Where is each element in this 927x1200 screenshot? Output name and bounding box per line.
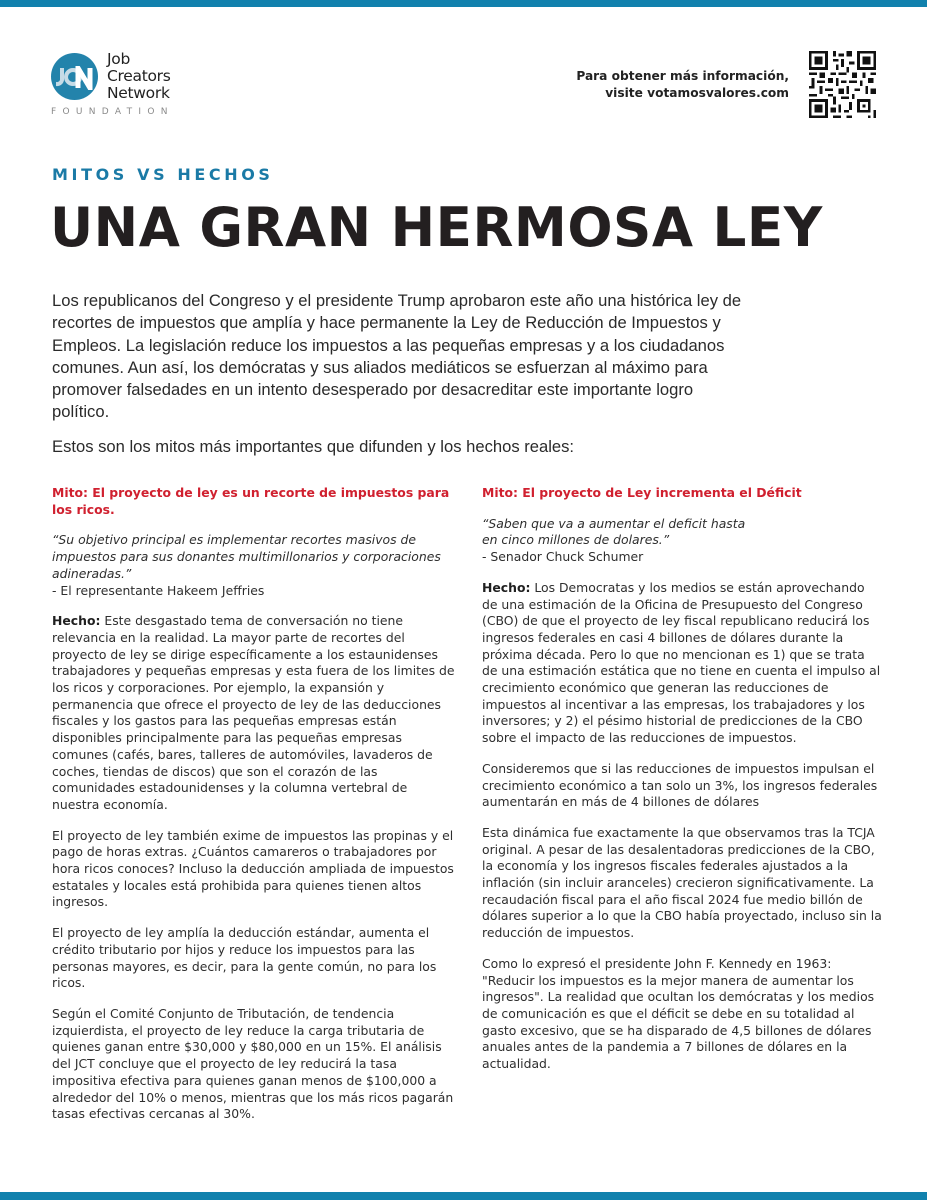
body-paragraph: Según el Comité Conjunto de Tributación, de tendencia izquierdista, el proyecto de ley reduce la carga tributaria de quienes ganan entre $30,000 y $80,000 en un 15%. El análisis del JCT concluye que el proyecto de ley reducirá la tasa impositiva efectiva para quienes ganan menos de $100,000 a alrededor del 10% o menos, mientras que los más ricos pagarán tasas efectivas cercanas al 30%. [52, 1005, 454, 1122]
fact-paragraph [52, 613, 457, 813]
fact-label: Hecho: [52, 613, 101, 629]
fact-label: Hecho: [482, 579, 531, 595]
fact-text: Este desgastado tema de conversación no tiene relevancia en la realidad. La mayor parte de recortes del proyecto de ley se dirige específicamente a los estaunidenses trabajadores y pequeñas empresas y esta fuera de los limites de los ricos y corporaciones. Por ejemplo, la expansión y permanencia que ofrece el proyecto de ley de las deducciones fiscales y los gastos para las pequeñas empresas están disponibles principalmente para las pequeñas empresas comunes (cafés, bares, talleres de automóviles, lavaderos de coches, tiendas de discos) que son el corazón de las comunidades estadounidenses y la columna vertebral de nuestra economía. [52, 613, 455, 812]
logo [51, 51, 201, 121]
myth-heading: Mito: El proyecto de Ley incrementa el Déficit [482, 485, 802, 500]
info-line: Para obtener más información, [576, 69, 789, 83]
myth-quote: “Saben que va a aumentar el deficit hasta en cinco millones de dolares.” [482, 515, 746, 548]
myth-fact-right-column [482, 485, 882, 1087]
logo-circle-icon [51, 53, 98, 100]
quote-attribution: - El representante Hakeem Jeffries [52, 582, 265, 598]
myth-fact-left-column [52, 485, 457, 1137]
body-paragraph: El proyecto de ley también exime de impuestos las propinas y el pago de horas extras. ¿Cuántos camareros o trabajadores por hora ricos conoces? Incluso la deducción ampliada de impuestos estatales y locales está prohibida para quienes tienen altos ingresos. [52, 827, 454, 910]
body-paragraph: Esta dinámica fue exactamente la que observamos tras la TCJA original. A pesar de las desalentadoras predicciones de la CBO, la economía y los ingresos fiscales federales ajustados a la inflación (sin incluir aranceles) crecieron significativamente. La recaudación fiscal para el año fiscal 2024 fue medio billón de dólares superior a lo que la CBO había proyectado, incluso sin la reducción de impuestos. [482, 824, 882, 941]
logo-subtitle: FOUNDATION [51, 107, 174, 117]
fact-paragraph [482, 580, 882, 747]
logo-name-line: Network [107, 84, 170, 102]
logo-mark [56, 66, 96, 96]
fact-text: Los Democratas y los medios se están aprovechando de una estimación de la Oficina de Presupuesto del Congreso (CBO) de que el proyecto de ley fiscal republicano reducirá los ingresos federales en casi 4 billones de dólares durante la próxima década. Pero lo que no mencionan es 1) que se trata de una estimación estática que no tiene en cuenta el impulso al crecimiento económico que generan las reducciones de impuestos al incentivar a las empresas, los trabajadores y los inversores; y 2) el pésimo historial de predicciones de la CBO sobre el impacto de las reducciones de impuestos. [482, 579, 881, 746]
body-paragraph: El proyecto de ley amplía la deducción estándar, aumenta el crédito tributario por hijos y reduce los impuestos para las personas mayores, es decir, para la gente común, no para los ricos. [52, 925, 437, 991]
intro-paragraph: Los republicanos del Congreso y el presidente Trump aprobaron este año una histórica ley de recortes de impuestos que amplía y hace permanente la Ley de Reducción de Impuestos y Empleos. La legislación reduce los impuestos a las pequeñas empresas y a los ciudadanos comunes. Aun así, los demócratas y sus aliados mediáticos se esfuerzan al máximo para promover falsedades en un intento desesperado por desacreditar este importante logro político. [52, 291, 742, 422]
body-paragraph: Como lo expresó el presidente John F. Kennedy en 1963: "Reducir los impuestos es la mejor manera de aumentar los ingresos". La realidad que ocultan los demócratas y los medios de comunicación es que el déficit se debe en su totalidad al gasto excesivo, que se ha disparado de 4,5 billones de dólares anuales antes de la pandemia a 7 billones de dólares en la actualidad. [482, 955, 875, 1072]
section-kicker: MITOS VS HECHOS [52, 165, 274, 184]
intro [52, 290, 752, 470]
info-website-link[interactable]: visite votamosvalores.com [605, 86, 789, 100]
quote-attribution: - Senador Chuck Schumer [482, 549, 644, 565]
logo-name [107, 51, 171, 102]
qr-code-icon[interactable] [809, 51, 876, 118]
body-paragraph: Consideremos que si las reducciones de impuestos impulsan el crecimiento económico a tan solo un 3%, los ingresos federales aumentarán en más de 4 billones de dólares [482, 760, 878, 810]
more-info-text [576, 68, 789, 102]
logo-name-line: Creators [107, 67, 171, 85]
myth-quote: “Su objetivo principal es implementar recortes masivos de impuestos para sus donantes multimillonarios y corporaciones adineradas.” [52, 532, 441, 581]
page-title: UNA GRAN HERMOSA LEY [50, 196, 823, 259]
myth-heading: Mito: El proyecto de ley es un recorte de impuestos para los ricos. [52, 485, 450, 517]
intro-lead-in: Estos son los mitos más importantes que difunden y los hechos reales: [52, 436, 575, 456]
top-accent-bar [0, 0, 927, 7]
bottom-accent-bar [0, 1192, 927, 1200]
logo-name-line: Job [107, 50, 130, 68]
jcn-monogram-icon [56, 66, 96, 90]
